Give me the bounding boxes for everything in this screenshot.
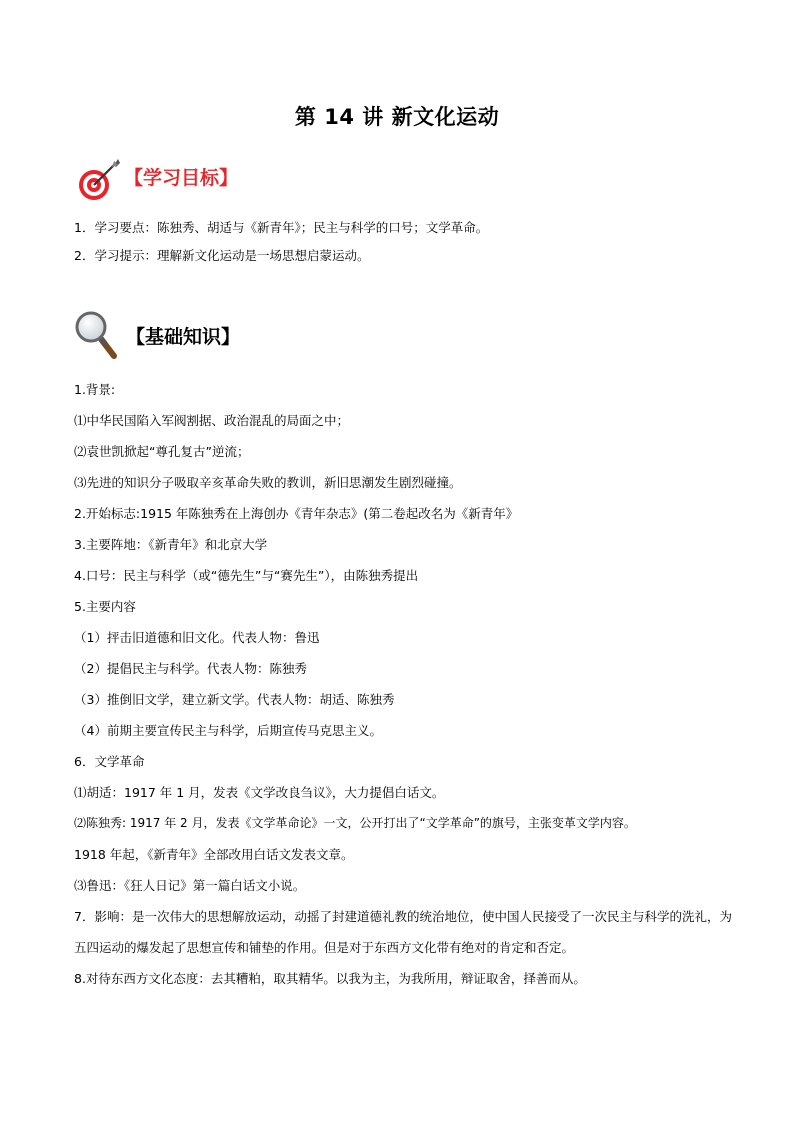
list-item: 1.背景:	[74, 382, 116, 397]
list-item: 2．学习提示：理解新文化运动是一场思想启蒙运动。	[74, 248, 370, 263]
list-item: ⑴胡适：1917 年 1 月，发表《文学改良刍议》，大力提倡白话文。	[74, 785, 445, 800]
basic-knowledge-content	[74, 374, 734, 994]
list-item: 5.主要内容	[74, 599, 136, 614]
list-item: ⑵袁世凯掀起“尊孔复古”逆流；	[74, 444, 250, 459]
list-item: （3）推倒旧文学，建立新文学。代表人物：胡适、陈独秀	[74, 692, 395, 707]
impact-paragraph: 7．影响：是一次伟大的思想解放运动，动摇了封建道德礼教的统治地位，使中国人民接受了一次民主与科学的洗礼，为五四运动的爆发起了思想宣传和铺垫的作用。但是对于东西方文化带有绝对的肯定和否定。	[74, 909, 732, 955]
list-item: （4）前期主要宣传民主与科学，后期宣传马克思主义。	[74, 723, 382, 738]
list-item: 6．文学革命	[74, 754, 145, 769]
list-item: ⑶鲁迅：《狂人日记》第一篇白话文小说。	[74, 878, 306, 893]
list-item: （2）提倡民主与科学。代表人物：陈独秀	[74, 661, 307, 676]
list-item: 2.开始标志:1915 年陈独秀在上海创办《青年杂志》(第二卷起改名为《新青年》	[74, 506, 519, 521]
attitude-paragraph: 8.对待东西方文化态度：去其糟粕，取其精华。以我为主，为我所用，辩证取舍，择善而从。	[74, 971, 586, 986]
target-icon	[74, 157, 122, 207]
list-item: 1918 年起，《新青年》全部改用白话文发表文章。	[74, 847, 354, 862]
page-title: 第 14 讲 新文化运动	[294, 105, 500, 129]
learning-goals-header	[74, 157, 238, 207]
learning-goals-heading: 【学习目标】	[124, 166, 239, 189]
list-item: 4.口号：民主与科学（或“德先生”与“赛先生”），由陈独秀提出	[74, 568, 419, 583]
list-item: ⑶先进的知识分子吸取辛亥革命失败的教训，新旧思潮发生剧烈碰撞。	[74, 475, 462, 490]
list-item: ⑴中华民国陷入军阀割据、政治混乱的局面之中；	[74, 413, 350, 428]
basic-knowledge-heading: 【基础知识】	[126, 325, 241, 348]
list-item: 3.主要阵地：《新青年》和北京大学	[74, 537, 268, 552]
basic-knowledge-header	[74, 310, 240, 364]
list-item: ⑵陈独秀: 1917 年 2 月，发表《文学革命论》一文，公开打出了“文学革命”的旗号，主张变革文学内容。	[74, 816, 636, 830]
list-item: 1．学习要点：陈独秀、胡适与《新青年》；民主与科学的口号；文学革命。	[74, 220, 489, 235]
list-item: （1）抨击旧道德和旧文化。代表人物：鲁迅	[74, 630, 320, 645]
learning-goals-list	[74, 214, 488, 270]
magnifier-icon	[74, 310, 120, 364]
